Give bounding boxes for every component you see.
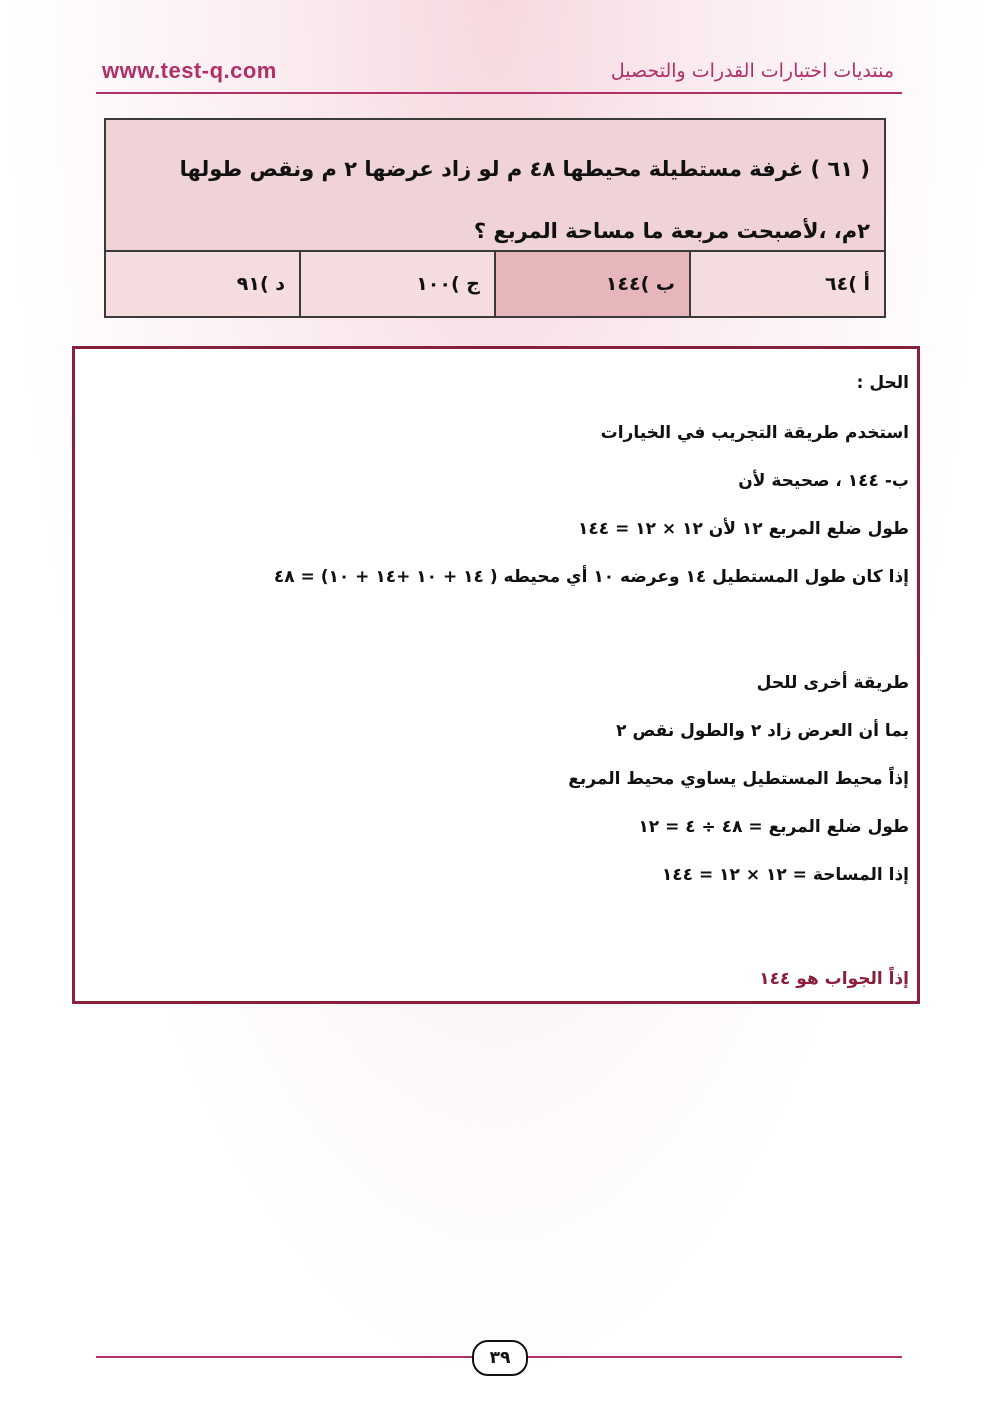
question-line-2: ٢م، ،لأصبحت مربعة ما مساحة المربع ؟ [473,219,870,243]
page-header [96,52,896,92]
site-url[interactable]: www.test-q.com [102,58,277,83]
solution-box [72,346,920,1004]
solution-line: إذا كان طول المستطيل ١٤ وعرضه ١٠ أي محيطه ( ١٤ + ١٠ +١٤ + ١٠) = ٤٨ [273,567,909,587]
question-line-1 [120,138,870,200]
option-d[interactable]: د )٩١ [106,252,299,316]
solution-line: طول ضلع المربع ١٢ لأن ١٢ × ١٢ = ١٤٤ [578,519,909,539]
solution-line: بما أن العرض زاد ٢ والطول نقص ٢ [616,721,909,741]
forum-title: منتديات اختبارات القدرات والتحصيل [610,60,894,82]
option-b[interactable]: ب )١٤٤ [494,252,689,316]
question-text [106,120,884,252]
question-number: ( ٦١ ) [810,157,870,181]
question-line-1-text: غرفة مستطيلة محيطها ٤٨ م لو زاد عرضها ٢ م ونقص طولها [179,157,804,181]
question-table [104,118,886,318]
page-number: ٣٩ [472,1340,528,1376]
solution-line: ب- ١٤٤ ، صحيحة لأن [738,471,909,491]
solution-line: إذا المساحة = ١٢ × ١٢ = ١٤٤ [661,865,909,885]
solution-line: استخدم طريقة التجريب في الخيارات [600,423,909,443]
footer-rule-left [96,1356,472,1358]
option-a[interactable]: أ )٦٤ [689,252,884,316]
header-divider [96,92,902,94]
option-c[interactable]: ج )١٠٠ [299,252,494,316]
solution-heading: الحل : [856,373,909,393]
alt-method-heading: طريقة أخرى للحل [756,673,909,693]
footer-rule-right [524,1356,902,1358]
solution-line: إذاً محيط المستطيل يساوي محيط المربع [568,769,909,789]
options-row [106,252,884,316]
final-answer: إذاً الجواب هو ١٤٤ [759,969,909,989]
solution-line: طول ضلع المربع = ٤٨ ÷ ٤ = ١٢ [638,817,909,837]
